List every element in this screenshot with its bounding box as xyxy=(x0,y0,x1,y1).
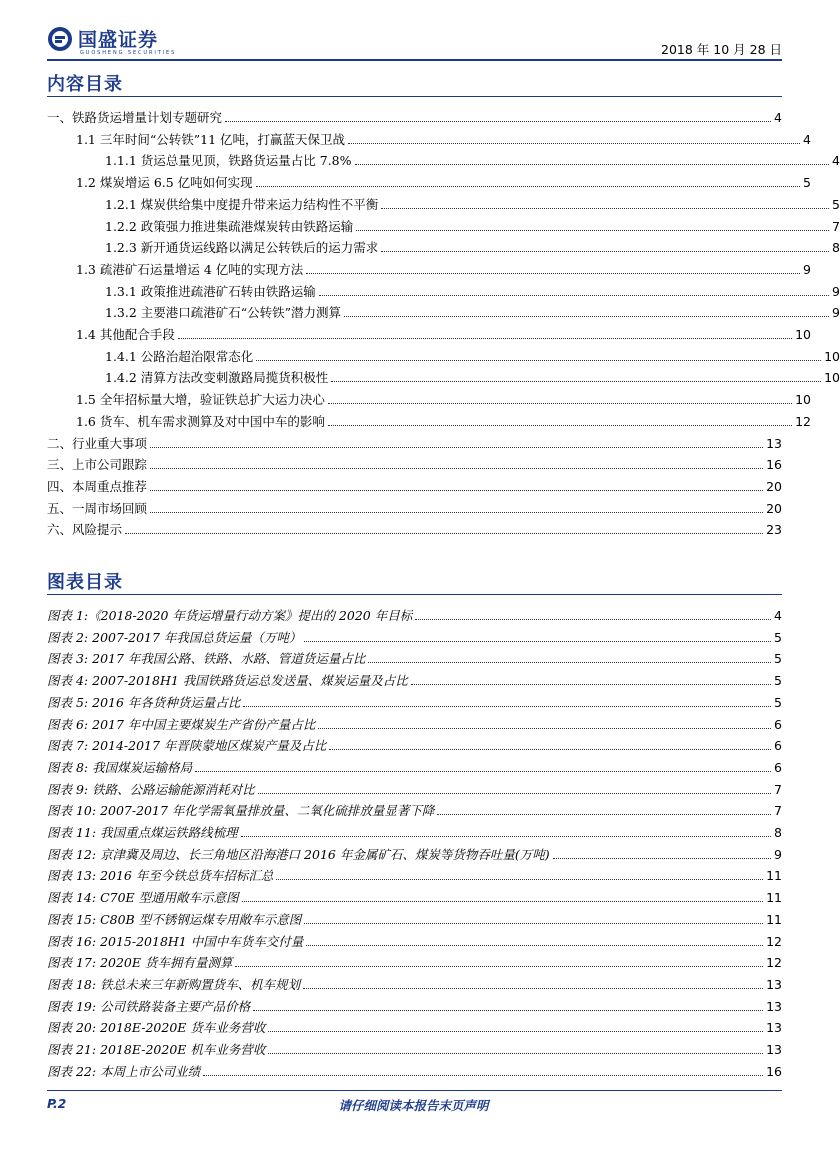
dot-leader xyxy=(178,338,792,339)
dot-leader xyxy=(328,403,792,404)
figure-entry[interactable] xyxy=(47,799,782,819)
figure-entry[interactable] xyxy=(47,930,782,950)
dot-leader xyxy=(256,360,821,361)
toc-entry-label: 1.2.3 新开通货运线路以满足公转铁后的运力需求 xyxy=(105,240,379,256)
figure-entry-page: 6 xyxy=(774,716,782,732)
figure-entry[interactable] xyxy=(47,647,782,667)
toc-entry[interactable] xyxy=(47,280,840,300)
dot-leader xyxy=(195,771,771,772)
toc-entry-label: 1.1 三年时间“公转铁”11 亿吨，打赢蓝天保卫战 xyxy=(76,131,346,147)
figure-entry[interactable] xyxy=(47,713,782,733)
figure-entry[interactable] xyxy=(47,951,782,971)
dot-leader xyxy=(437,814,771,815)
figure-entry[interactable] xyxy=(47,886,782,906)
dot-leader xyxy=(150,468,763,469)
report-date: 2018 年 10 月 28 日 xyxy=(661,42,782,57)
dot-leader xyxy=(553,858,771,859)
toc-entry-page: 4 xyxy=(832,153,840,169)
toc-entry-label: 四、本周重点推荐 xyxy=(47,478,148,494)
dot-leader xyxy=(203,1075,763,1076)
toc-entry-label: 三、上市公司跟踪 xyxy=(47,457,148,473)
toc-entry-page: 8 xyxy=(832,240,840,256)
dot-leader xyxy=(243,706,771,707)
figure-entry-page: 16 xyxy=(766,1063,782,1079)
dot-leader xyxy=(225,121,771,122)
toc-entry[interactable] xyxy=(47,301,840,321)
figure-entry-label: 图表 18: 铁总未来三年新购置货车、机车规划 xyxy=(47,976,301,992)
logo-text: 国盛证券 xyxy=(78,29,159,51)
toc-entry-label: 1.4.1 公路治超治限常态化 xyxy=(105,348,254,364)
toc-entry[interactable] xyxy=(47,432,782,452)
figure-entry[interactable] xyxy=(47,864,782,884)
figure-entry[interactable] xyxy=(47,669,782,689)
figure-entry-page: 12 xyxy=(766,933,782,949)
toc-entry-page: 20 xyxy=(766,500,782,516)
dot-leader xyxy=(328,425,792,426)
toc-entry-page: 4 xyxy=(774,110,782,125)
toc-entry[interactable] xyxy=(47,193,840,213)
figure-entry-page: 6 xyxy=(774,759,782,775)
toc-entry-page: 7 xyxy=(832,218,840,234)
figure-entry-label: 图表 12: 京津冀及周边、长三角地区沿海港口 2016 年金属矿石、煤炭等货物吞吐量(万吨) xyxy=(47,846,550,862)
toc-entry-page: 5 xyxy=(803,175,811,191)
figure-entry-label: 图表 1:《2018-2020 年货运增量行动方案》提出的 2020 年目标 xyxy=(47,608,413,623)
toc-entry-page: 10 xyxy=(824,348,840,364)
toc-entry-page: 12 xyxy=(795,413,811,429)
logo-subtext: GUOSHENG SECURITIES xyxy=(80,50,177,56)
dot-leader xyxy=(125,533,763,534)
figure-entry-label: 图表 16: 2015-2018H1 中国中车货车交付量 xyxy=(47,933,304,949)
figure-entry-page: 13 xyxy=(766,1020,782,1036)
figure-entry-page: 6 xyxy=(774,738,782,754)
figure-entry[interactable] xyxy=(47,778,782,798)
dot-leader xyxy=(319,295,829,296)
figure-entry-page: 5 xyxy=(774,694,782,710)
figure-entry[interactable] xyxy=(47,756,782,776)
dot-leader xyxy=(304,641,771,642)
toc-entry-page: 9 xyxy=(832,283,840,299)
figure-entry[interactable] xyxy=(47,843,782,863)
figure-entry-label: 图表 14: C70E 型通用敞车示意图 xyxy=(47,890,239,906)
page-header xyxy=(47,22,782,62)
toc-entry-page: 4 xyxy=(803,131,811,147)
toc-entry-page: 23 xyxy=(766,522,782,538)
figure-entry-label: 图表 4: 2007-2018H1 我国铁路货运总发送量、煤炭运量及占比 xyxy=(47,673,408,689)
toc-entry-label: 1.2.2 政策强力推进集疏港煤炭转由铁路运输 xyxy=(105,218,354,234)
figure-entry-page: 11 xyxy=(766,890,782,906)
figure-entry[interactable] xyxy=(47,973,782,993)
dot-leader xyxy=(150,447,763,448)
toc-entry[interactable] xyxy=(47,497,782,517)
dot-leader xyxy=(242,901,763,902)
toc-entry-page: 9 xyxy=(803,261,811,277)
toc-entry-label: 二、行业重大事项 xyxy=(47,435,148,451)
dot-leader xyxy=(256,186,800,187)
figure-entry-label: 图表 13: 2016 年至今铁总货车招标汇总 xyxy=(47,868,274,884)
figure-entry-page: 11 xyxy=(766,911,782,927)
figure-entry-label: 图表 2: 2007-2017 年我国总货运量（万吨） xyxy=(47,629,302,645)
figure-entry-page: 5 xyxy=(774,651,782,667)
page-number: P.2 xyxy=(47,1096,67,1111)
toc-entry-label: 1.6 货车、机车需求测算及对中国中车的影响 xyxy=(76,413,325,429)
dot-leader xyxy=(276,879,763,880)
dot-leader xyxy=(235,966,763,967)
toc-entry[interactable] xyxy=(47,453,782,473)
toc-entry-page: 9 xyxy=(832,305,840,321)
guosheng-logo-icon xyxy=(47,26,73,52)
dot-leader xyxy=(150,512,763,513)
dot-leader xyxy=(253,1010,763,1011)
toc-entry[interactable] xyxy=(47,258,811,278)
toc-title-divider xyxy=(47,96,782,97)
toc-entry[interactable] xyxy=(47,149,840,169)
toc-entry-label: 1.1.1 货运总量见顶，铁路货运量占比 7.8% xyxy=(105,153,352,169)
figure-entry-page: 12 xyxy=(766,955,782,971)
toc-entry-label: 1.4.2 清算方法改变刺激路局揽货积极性 xyxy=(105,370,329,386)
dot-leader xyxy=(355,164,830,165)
dot-leader xyxy=(381,208,829,209)
figure-entry-label: 图表 15: C80B 型不锈钢运煤专用敞车示意图 xyxy=(47,911,302,927)
figure-entry[interactable] xyxy=(47,908,782,928)
figure-entry[interactable] xyxy=(47,691,782,711)
dot-leader xyxy=(268,1053,763,1054)
disclaimer-note: 请仔细阅读本报告末页声明 xyxy=(338,1098,489,1113)
toc-entry-label: 1.2 煤炭增运 6.5 亿吨如何实现 xyxy=(76,175,253,191)
figure-entry-label: 图表 5: 2016 年各货种货运量占比 xyxy=(47,694,241,710)
dot-leader xyxy=(258,793,771,794)
dot-leader xyxy=(356,230,829,231)
figure-entry-page: 5 xyxy=(774,629,782,645)
header-divider xyxy=(47,59,782,61)
dot-leader xyxy=(348,143,800,144)
figure-entry-page: 5 xyxy=(774,673,782,689)
figure-entry[interactable] xyxy=(47,626,782,646)
toc-entry-label: 1.4 其他配合手段 xyxy=(76,327,175,342)
figure-entry[interactable] xyxy=(47,1060,782,1080)
figure-entry-page: 13 xyxy=(766,976,782,992)
toc-entry-label: 1.2.1 煤炭供给集中度提升带来运力结构性不平衡 xyxy=(105,196,379,212)
figure-entry[interactable] xyxy=(47,995,782,1015)
figure-entry[interactable] xyxy=(47,821,782,841)
dot-leader xyxy=(368,662,771,663)
dot-leader xyxy=(303,988,763,989)
figure-entry-label: 图表 6: 2017 年中国主要煤炭生产省份产量占比 xyxy=(47,716,316,732)
dot-leader xyxy=(318,728,771,729)
figure-entry-label: 图表 3: 2017 年我国公路、铁路、水路、管道货运量占比 xyxy=(47,651,366,667)
toc-entry-label: 六、风险提示 xyxy=(47,522,123,538)
figure-entry[interactable] xyxy=(47,1016,782,1036)
figure-entry-page: 4 xyxy=(774,608,782,623)
toc-entry[interactable] xyxy=(47,323,811,343)
toc-entry-label: 一、铁路货运增量计划专题研究 xyxy=(47,110,223,125)
toc-entry-label: 五、一周市场回顾 xyxy=(47,500,148,516)
toc-entry[interactable] xyxy=(47,345,840,365)
figure-entry-label: 图表 19: 公司铁路装备主要产品价格 xyxy=(47,998,251,1014)
toc-entry[interactable] xyxy=(47,236,840,256)
toc-entry[interactable] xyxy=(47,388,811,408)
toc-entry-page: 5 xyxy=(832,196,840,212)
figure-entry-label: 图表 7: 2014-2017 年晋陕蒙地区煤炭产量及占比 xyxy=(47,738,327,754)
figure-entry[interactable] xyxy=(47,1038,782,1058)
figure-entry-page: 11 xyxy=(766,868,782,884)
figure-entry-label: 图表 10: 2007-2017 年化学需氧量排放量、二氧化硫排放量显著下降 xyxy=(47,803,435,819)
figure-entry-page: 13 xyxy=(766,1042,782,1057)
footer-divider xyxy=(47,1090,782,1091)
dot-leader xyxy=(304,923,763,924)
toc-entry[interactable] xyxy=(47,215,840,235)
figure-entry-label: 图表 8: 我国煤炭运输格局 xyxy=(47,759,193,775)
figure-entry-page: 7 xyxy=(774,781,782,797)
figure-entry-label: 图表 20: 2018E-2020E 货车业务营收 xyxy=(47,1020,266,1036)
figure-entry-page: 7 xyxy=(774,803,782,819)
figure-entry[interactable] xyxy=(47,604,782,624)
dot-leader xyxy=(331,381,821,382)
dot-leader xyxy=(411,684,771,685)
toc-entry-label: 1.3.1 政策推进疏港矿石转由铁路运输 xyxy=(105,283,316,299)
figure-entry[interactable] xyxy=(47,734,782,754)
toc-entry[interactable] xyxy=(47,106,782,126)
figure-entry-page: 8 xyxy=(774,825,782,840)
dot-leader xyxy=(306,273,800,274)
dot-leader xyxy=(241,836,771,837)
dot-leader xyxy=(381,251,829,252)
dot-leader xyxy=(344,316,829,317)
toc-entry-page: 10 xyxy=(824,370,840,386)
figures-title: 图表目录 xyxy=(47,572,123,593)
dot-leader xyxy=(268,1031,763,1032)
toc-entry-page: 10 xyxy=(795,327,811,342)
figure-entry-label: 图表 21: 2018E-2020E 机车业务营收 xyxy=(47,1042,266,1057)
figure-entry-label: 图表 22: 本周上市公司业绩 xyxy=(47,1063,201,1079)
figures-title-divider xyxy=(47,594,782,595)
toc-entry[interactable] xyxy=(47,128,811,148)
toc-entry[interactable] xyxy=(47,171,811,191)
toc-entry-page: 10 xyxy=(795,392,811,408)
dot-leader xyxy=(150,490,763,491)
toc-title: 内容目录 xyxy=(47,74,123,95)
toc-entry-label: 1.3.2 主要港口疏港矿石“公转铁”潜力测算 xyxy=(105,305,342,321)
toc-entry-page: 13 xyxy=(766,435,782,451)
figure-entry-label: 图表 9: 铁路、公路运输能源消耗对比 xyxy=(47,781,255,797)
dot-leader xyxy=(329,749,771,750)
toc-entry-page: 16 xyxy=(766,457,782,473)
toc-entry[interactable] xyxy=(47,475,782,495)
toc-entry[interactable] xyxy=(47,518,782,538)
dot-leader xyxy=(306,945,763,946)
toc-entry[interactable] xyxy=(47,366,840,386)
figure-entry-label: 图表 11: 我国重点煤运铁路线梳理 xyxy=(47,825,238,840)
dot-leader xyxy=(415,619,771,620)
figure-entry-page: 13 xyxy=(766,998,782,1014)
toc-entry[interactable] xyxy=(47,410,811,430)
figure-entry-page: 9 xyxy=(774,846,782,862)
toc-entry-label: 1.5 全年招标量大增，验证铁总扩大运力决心 xyxy=(76,392,325,408)
toc-entry-page: 20 xyxy=(766,478,782,494)
toc-entry-label: 1.3 疏港矿石运量增运 4 亿吨的实现方法 xyxy=(76,261,304,277)
figure-entry-label: 图表 17: 2020E 货车拥有量测算 xyxy=(47,955,233,971)
